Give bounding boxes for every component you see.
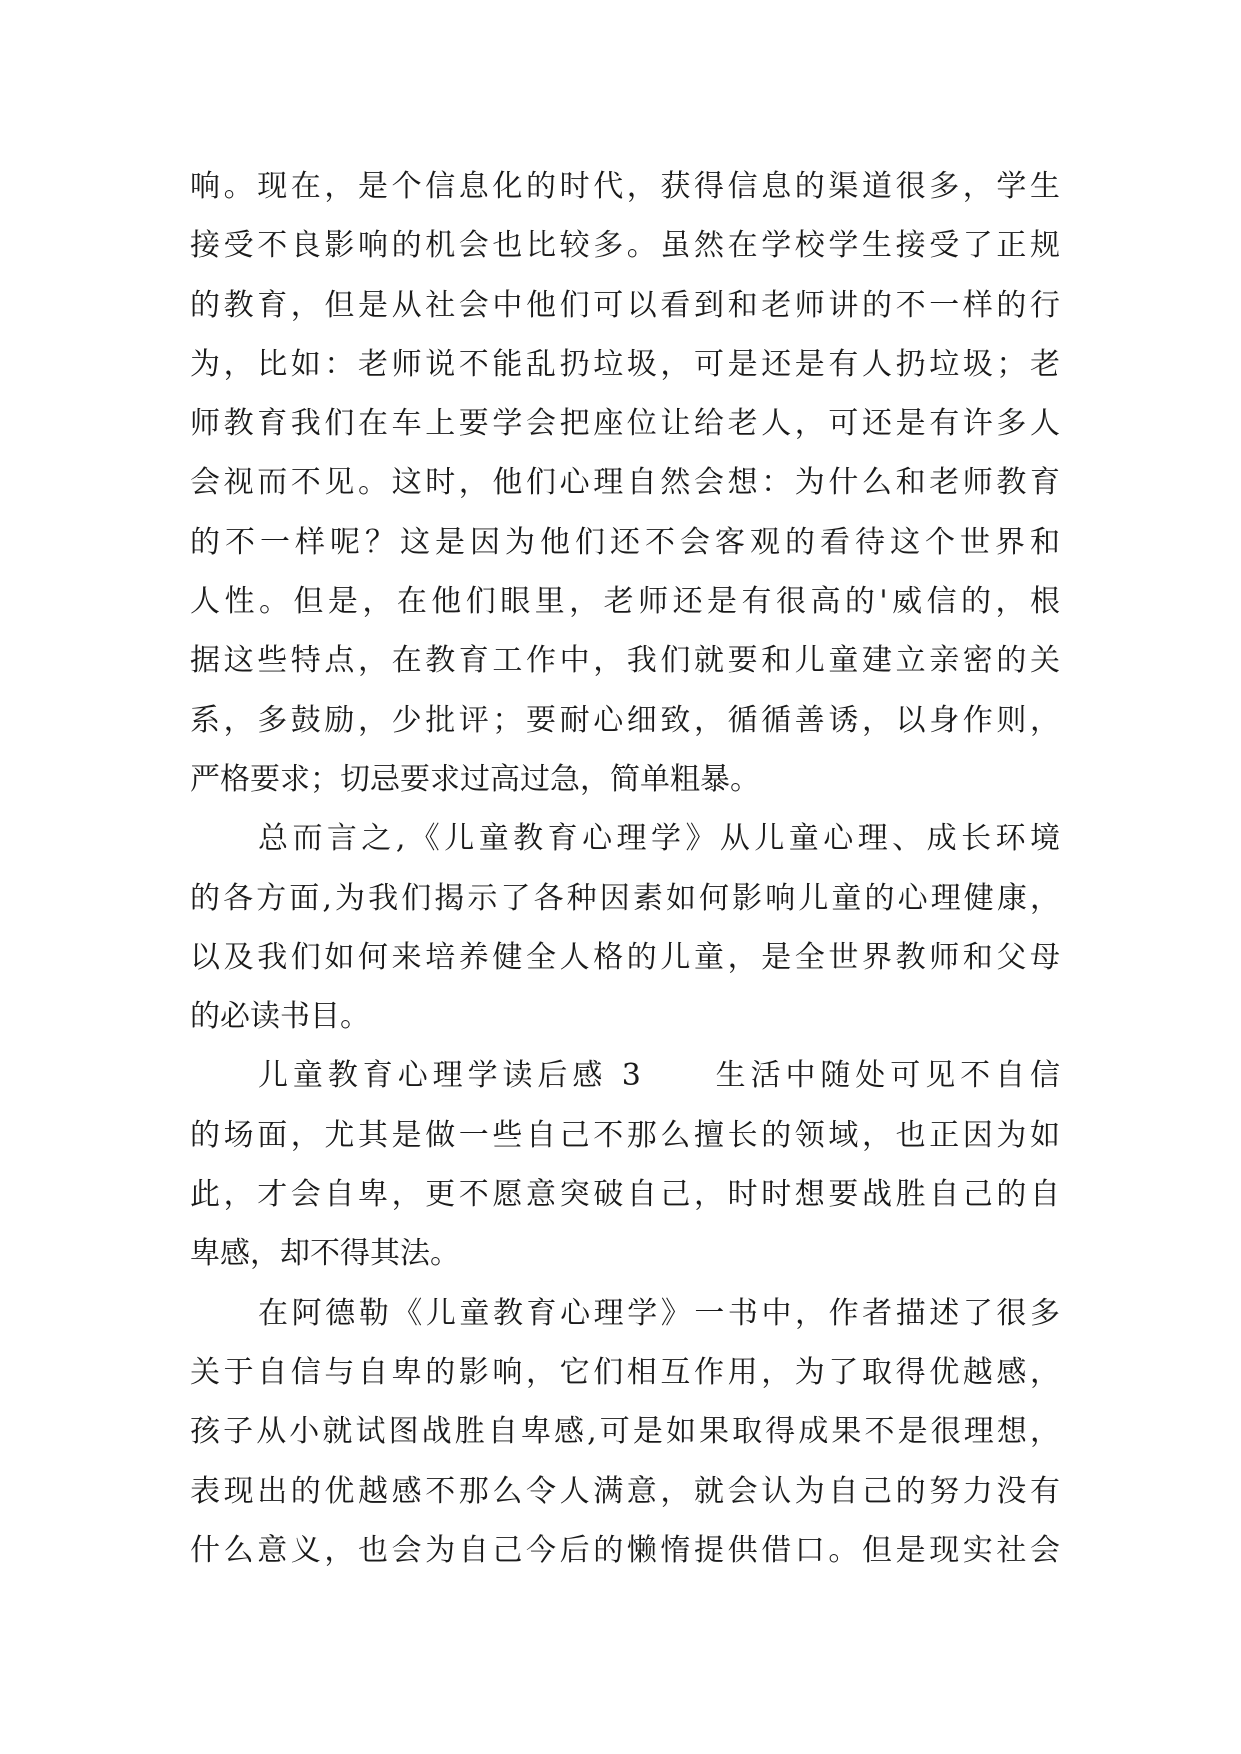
- text-line: 孩子从小就试图战胜自卑感,可是如果取得成果不是很理想，: [190, 1414, 1060, 1450]
- text-line: 的教育，但是从社会中他们可以看到和老师讲的不一样的行: [190, 287, 1060, 323]
- section-heading-line: 儿童教育心理学读后感 3 生活中随处可见不自信: [258, 1058, 1060, 1094]
- text-line: 以及我们如何来培养健全人格的儿童，是全世界教师和父母: [190, 939, 1060, 975]
- text-line: 卑感，却不得其法。: [190, 1236, 460, 1272]
- text-line: 接受不良影响的机会也比较多。虽然在学校学生接受了正规: [190, 228, 1060, 264]
- text-line: 的各方面,为我们揭示了各种因素如何影响儿童的心理健康，: [190, 880, 1060, 916]
- text-line: 会视而不见。这时，他们心理自然会想：为什么和老师教育: [190, 465, 1060, 501]
- text-line: 严格要求；切忌要求过高过急，简单粗暴。: [190, 761, 760, 797]
- text-line: 据这些特点，在教育工作中，我们就要和儿童建立亲密的关: [190, 643, 1060, 679]
- text-line: 的不一样呢？这是因为他们还不会客观的看待这个世界和: [190, 524, 1060, 560]
- text-line: 表现出的优越感不那么令人满意，就会认为自己的努力没有: [190, 1473, 1060, 1509]
- text-line: 为，比如：老师说不能乱扔垃圾，可是还是有人扔垃圾；老: [190, 346, 1060, 382]
- paragraph-first-line: 在阿德勒《儿童教育心理学》一书中，作者描述了很多: [258, 1295, 1060, 1331]
- text-line: 关于自信与自卑的影响，它们相互作用，为了取得优越感，: [190, 1354, 1060, 1390]
- text-line: 人性。但是，在他们眼里，老师还是有很高的'威信的，根: [190, 584, 1060, 620]
- text-line: 什么意义，也会为自己今后的懒惰提供借口。但是现实社会: [190, 1532, 1060, 1568]
- paragraph-first-line: 总而言之,《儿童教育心理学》从儿童心理、成长环境: [258, 821, 1060, 857]
- text-line: 的必读书目。: [190, 999, 370, 1035]
- body-text: [190, 157, 1060, 1580]
- text-line: 的场面，尤其是做一些自己不那么擅长的领域，也正因为如: [190, 1117, 1060, 1153]
- text-line: 此，才会自卑，更不愿意突破自己，时时想要战胜自己的自: [190, 1177, 1060, 1213]
- text-line: 响。现在，是个信息化的时代，获得信息的渠道很多，学生: [190, 169, 1060, 204]
- text-line: 师教育我们在车上要学会把座位让给老人，可还是有许多人: [190, 406, 1060, 442]
- text-line: 系，多鼓励，少批评；要耐心细致，循循善诱，以身作则，: [190, 702, 1060, 738]
